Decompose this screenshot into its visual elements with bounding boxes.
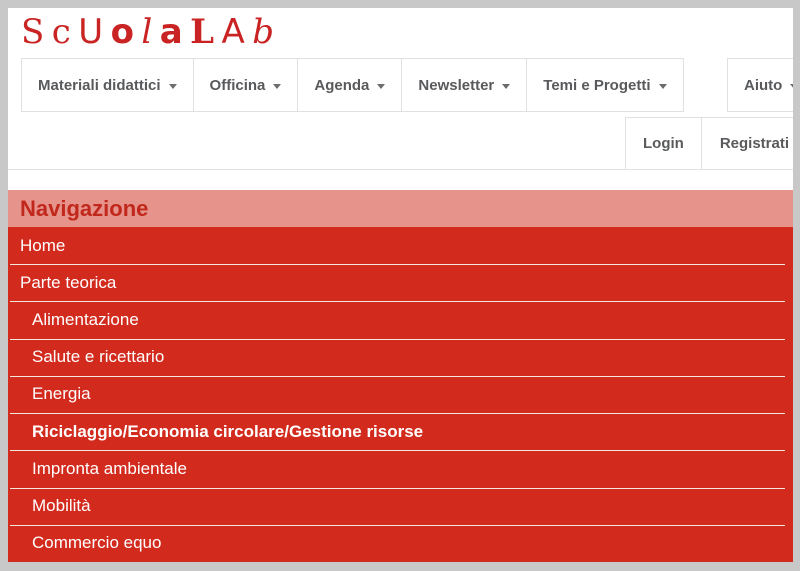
menu-item-aiuto[interactable] — [727, 58, 800, 112]
menu-item-label: Materiali didattici — [38, 76, 161, 94]
menu-item[interactable] — [526, 58, 683, 112]
logo-letter: S — [21, 12, 44, 52]
menu-item-label: Agenda — [314, 76, 370, 94]
logo-letter: b — [252, 12, 273, 52]
nav-item-label: Parte teorica — [20, 272, 117, 292]
logo-letter: A — [221, 12, 244, 52]
auth-item-label: Registrati — [719, 135, 790, 152]
menu-item-label: Officina — [209, 76, 266, 94]
main-menu — [21, 58, 684, 112]
chevron-down-icon — [659, 84, 667, 89]
nav-item-label: Alimentazione — [32, 310, 139, 330]
nav-item-label: Home — [20, 235, 66, 255]
auth-item-label: Login — [643, 135, 684, 152]
auth-menu — [625, 117, 800, 170]
logo-letter: a — [159, 12, 182, 52]
nav-item[interactable] — [8, 450, 793, 487]
menu-item[interactable] — [297, 58, 402, 112]
nav-item-label: Impronta ambientale — [32, 458, 187, 478]
nav-item[interactable] — [8, 301, 793, 338]
navigation-list — [8, 227, 793, 562]
nav-item[interactable] — [8, 339, 793, 376]
nav-item-label: Riciclaggio/Economia circolare/Gestione risorse — [32, 421, 424, 441]
chevron-down-icon — [273, 84, 281, 89]
nav-item-label: Mobilità — [32, 496, 91, 516]
chevron-down-icon — [502, 84, 510, 89]
logo-letter: L — [190, 12, 214, 52]
nav-item[interactable] — [8, 227, 793, 264]
logo-letter: l — [141, 12, 152, 52]
nav-item[interactable] — [8, 488, 793, 525]
menu-item-label: Newsletter — [418, 76, 495, 94]
menu-item-label: Aiuto — [744, 76, 783, 94]
site-logo[interactable] — [21, 10, 273, 54]
header-divider — [8, 169, 793, 170]
logo-letter: U — [78, 12, 103, 52]
auth-item[interactable] — [701, 117, 800, 170]
nav-item[interactable] — [8, 413, 793, 450]
nav-item-label: Salute e ricettario — [32, 347, 165, 367]
chevron-down-icon — [377, 84, 385, 89]
auth-item[interactable] — [625, 117, 702, 170]
nav-item-label: Energia — [32, 384, 91, 404]
page — [8, 8, 793, 562]
menu-item[interactable] — [401, 58, 527, 112]
nav-item[interactable] — [8, 264, 793, 301]
navigation-panel — [8, 190, 793, 562]
page-frame-right-strip — [793, 0, 800, 571]
chevron-down-icon — [169, 84, 177, 89]
nav-item-label: Commercio equo — [32, 533, 162, 553]
menu-item[interactable] — [193, 58, 299, 112]
logo-letter: c — [51, 12, 70, 52]
logo-letter: o — [110, 12, 133, 52]
menu-item-label: Temi e Progetti — [543, 76, 651, 94]
navigation-title: Navigazione — [8, 190, 793, 227]
menu-item[interactable] — [21, 58, 194, 112]
nav-item[interactable] — [8, 376, 793, 413]
nav-item[interactable] — [8, 525, 793, 562]
